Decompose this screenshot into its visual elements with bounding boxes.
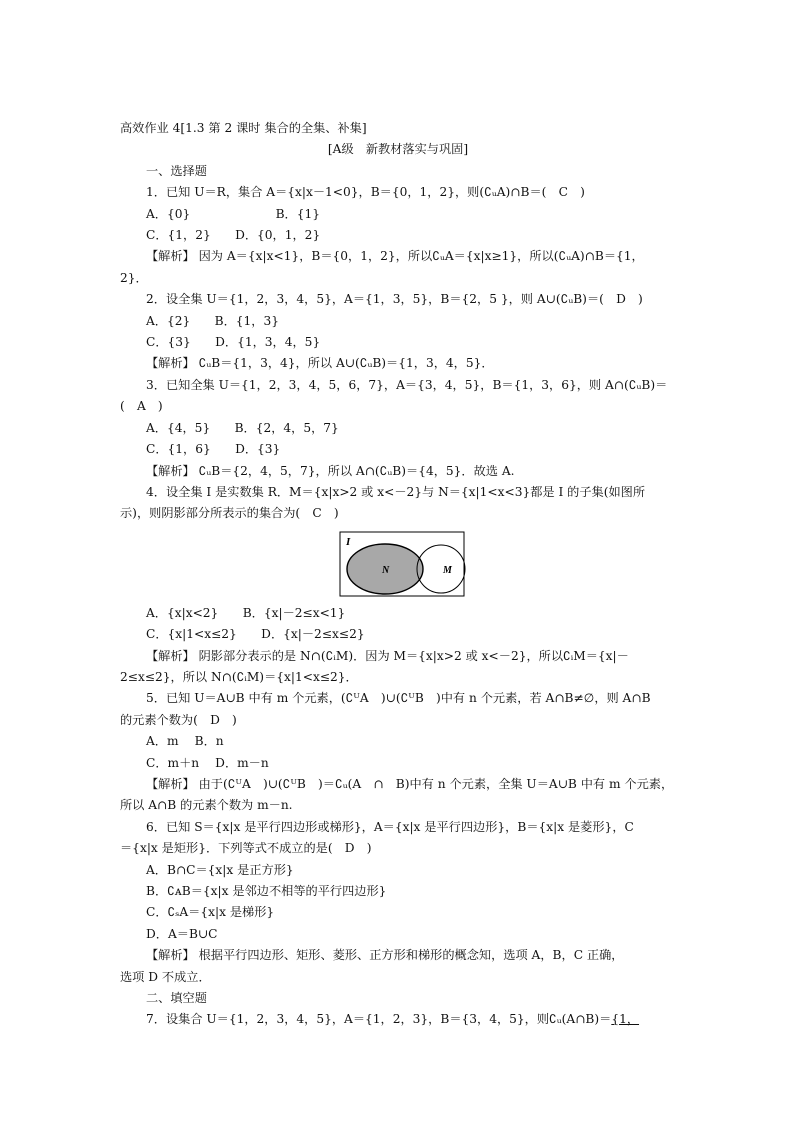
q2-solution: 【解析】 ∁ᵤB＝{1，3，4}，所以 A∪(∁ᵤB)＝{1，3，4，5}． (146, 356, 494, 371)
q7-answer-blank: {1， (611, 1012, 640, 1027)
q7-text: 7．设集合 U＝{1，2，3，4，5}，A＝{1，2，3}，B＝{3，4，5}，则∁ᵤ(A∩B)＝ (146, 1012, 612, 1027)
q6-solution: 【解析】 根据平行四边形、矩形、菱形、正方形和梯形的概念知，选项 A，B，C 正确， (146, 948, 624, 963)
q4-solution: 【解析】 阴影部分表示的是 N∩(∁ᵢM)．因为 M＝{x|x>2 或 x<－2}，所以∁ᵢM＝{x|－ (146, 648, 629, 663)
q7-stem (120, 1009, 676, 1030)
q6-option-d: D．A＝B∪C (146, 926, 218, 941)
block-b (120, 603, 676, 988)
q4-options-cd: C．{x|1<x≤2} D．{x|－2≤x≤2} (146, 627, 365, 642)
section-heading-choice: 一、选择题 (146, 163, 207, 178)
q2-stem: 2．设全集 U＝{1，2，3，4，5}，A＝{1，3，5}，B＝{2，5 }，则 A∪(∁ᵤB)＝( D ) (146, 292, 643, 307)
venn-diagram-figure (120, 529, 676, 599)
q4-solution-cont: 2≤x≤2}，所以 N∩(∁ᵢM)＝{x|1<x≤2}． (120, 669, 358, 684)
section-heading-fill: 二、填空题 (146, 991, 207, 1006)
q1-stem: 1．已知 U＝R，集合 A＝{x|x－1<0}，B＝{0，1，2}，则(∁ᵤA)∩B＝( C ) (146, 185, 585, 200)
q6-stem-cont: ＝{x|x 是矩形}．下列等式不成立的是( D ) (120, 841, 372, 856)
q1-solution: 【解析】 因为 A＝{x|x<1}，B＝{0，1，2}，所以∁ᵤA＝{x|x≥1}，所以(∁ᵤA)∩B＝{1， (146, 249, 644, 264)
q6-option-a: A．B∩C＝{x|x 是正方形} (146, 862, 294, 877)
q1-options-ab: A．{0} B．{1} (146, 206, 320, 221)
q5-solution-cont: 所以 A∩B 的元素个数为 m－n. (120, 798, 293, 813)
block-a (120, 182, 676, 525)
q3-options-ab: A．{4，5} B．{2，4，5，7} (146, 420, 339, 435)
q3-stem-cont: ( A ) (120, 399, 163, 414)
label-n: N (382, 564, 390, 576)
q5-stem: 5．已知 U＝A∪B 中有 m 个元素，(∁ᵁA )∪(∁ᵁB )中有 n 个元素，若 A∩B≠∅，则 A∩B (146, 691, 651, 706)
document-body (120, 118, 676, 1031)
q6-solution-cont: 选项 D 不成立． (120, 969, 211, 984)
q3-solution: 【解析】 ∁ᵤB＝{2，4，5，7}，所以 A∩(∁ᵤB)＝{4，5}．故选 A. (146, 463, 515, 478)
doc-title: 高效作业 4[1.3 第 2 课时 集合的全集、补集] (120, 121, 367, 135)
q5-options-cd: C．m＋n D．m－n (146, 755, 269, 770)
q6-option-b: B．∁ᴀB＝{x|x 是邻边不相等的平行四边形} (146, 884, 387, 898)
q1-solution-cont: 2}． (120, 270, 148, 285)
q4-options-ab: A．{x|x<2} B．{x|－2≤x<1} (146, 605, 346, 620)
q6-stem: 6．已知 S＝{x|x 是平行四边形或梯形}，A＝{x|x 是平行四边形}，B＝{x|x 是菱形}，C (146, 819, 634, 834)
q1-options-cd: C．{1，2} D．{0，1，2} (146, 228, 321, 243)
q5-solution: 【解析】 由于(∁ᵁA )∪(∁ᵁB )＝∁ᵤ(A ∩ B)中有 n 个元素，全集 U＝A∪B 中有 m 个元素， (146, 776, 674, 791)
q4-stem-cont: 示)，则阴影部分所表示的集合为( C ) (120, 506, 339, 521)
q2-options-ab: A．{2} B．{1，3} (146, 313, 279, 328)
q6-option-c: C．∁ₛA＝{x|x 是梯形} (146, 905, 275, 920)
q5-stem-cont: 的元素个数为( D ) (120, 712, 237, 727)
q3-options-cd: C．{1，6} D．{3} (146, 442, 281, 457)
venn-diagram (120, 529, 676, 599)
q5-options-ab: A．m B．n (146, 734, 224, 749)
q2-options-cd: C．{3} D．{1，3，4，5} (146, 335, 321, 350)
q3-stem: 3．已知全集 U＝{1，2，3，4，5，6，7}，A＝{3，4，5}，B＝{1，3，6}，则 A∩(∁ᵤB)＝ (146, 377, 668, 392)
label-i: I (346, 535, 351, 548)
level-heading: [A级 新教材落实与巩固] (327, 142, 469, 157)
label-m: M (443, 564, 452, 576)
q4-stem: 4．设全集 I 是实数集 R．M＝{x|x>2 或 x<－2}与 N＝{x|1<x<3}都是 I 的子集(如图所 (146, 484, 646, 499)
